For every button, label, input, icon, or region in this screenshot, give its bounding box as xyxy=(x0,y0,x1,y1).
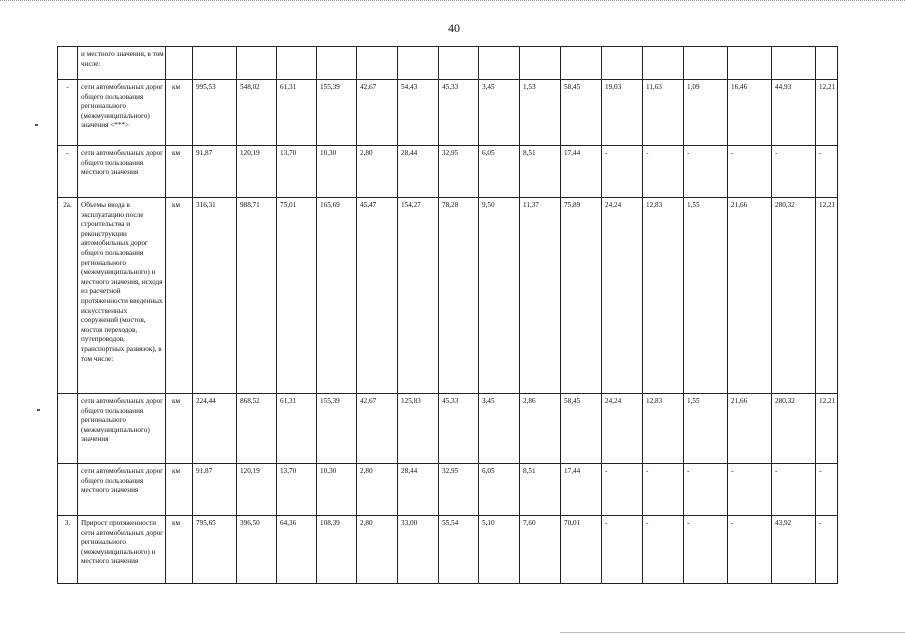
value-cell: 108,39 xyxy=(317,516,357,584)
value-cell: 12,21 xyxy=(816,198,838,394)
value-cell: 45,47 xyxy=(357,198,398,394)
value-cell: 120,19 xyxy=(237,464,277,516)
value-cell: 17,44 xyxy=(561,464,602,516)
value-cell: 12,21 xyxy=(816,80,838,146)
value-cell: 6,05 xyxy=(479,146,520,198)
value-cell: 45,33 xyxy=(439,80,479,146)
row-unit-cell: км xyxy=(166,516,193,584)
value-cell: 45,33 xyxy=(439,394,479,464)
row-number-cell xyxy=(58,394,78,464)
value-cell: - xyxy=(772,146,816,198)
row-description-cell: сети автомобильных дорог общего пользования местного значения xyxy=(78,146,166,198)
value-cell: 42,67 xyxy=(357,394,398,464)
value-cell: 28,44 xyxy=(398,146,439,198)
value-cell: 13,70 xyxy=(277,146,317,198)
value-cell: 64,36 xyxy=(277,516,317,584)
value-cell: 16,46 xyxy=(728,80,772,146)
value-cell: 21,66 xyxy=(728,198,772,394)
value-cell: 19,03 xyxy=(602,80,643,146)
value-cell xyxy=(479,47,520,80)
value-cell: 42,67 xyxy=(357,80,398,146)
value-cell: 125,83 xyxy=(398,394,439,464)
value-cell: 24,24 xyxy=(602,394,643,464)
value-cell xyxy=(816,47,838,80)
row-number-cell: - xyxy=(58,146,78,198)
value-cell: 28,44 xyxy=(398,464,439,516)
value-cell xyxy=(643,47,684,80)
value-cell xyxy=(728,47,772,80)
value-cell: 91,87 xyxy=(193,146,237,198)
value-cell: 17,44 xyxy=(561,146,602,198)
value-cell: 58,45 xyxy=(561,80,602,146)
value-cell: 988,71 xyxy=(237,198,277,394)
value-cell: 21,66 xyxy=(728,394,772,464)
value-cell xyxy=(561,47,602,80)
row-unit-cell: км xyxy=(166,146,193,198)
value-cell: 61,31 xyxy=(277,80,317,146)
margin-mark xyxy=(35,124,38,126)
row-number-cell xyxy=(58,464,78,516)
value-cell: 795,65 xyxy=(193,516,237,584)
row-unit-cell: км xyxy=(166,394,193,464)
value-cell: - xyxy=(643,516,684,584)
value-cell: 1,09 xyxy=(684,80,728,146)
row-description-cell: сети автомобильных дорог общего пользования местного значения xyxy=(78,464,166,516)
value-cell: 868,52 xyxy=(237,394,277,464)
value-cell: 7,60 xyxy=(520,516,561,584)
table-row xyxy=(58,198,838,394)
margin-mark xyxy=(37,409,40,411)
value-cell: 43,92 xyxy=(772,516,816,584)
value-cell: - xyxy=(602,464,643,516)
value-cell: 995,53 xyxy=(193,80,237,146)
row-description-cell: Объемы ввода в эксплуатацию после строительства и реконструкции автомобильных дорог общего пользования регионального (межмуниципального) и местного значения, исходя из расчетной протяженности введенных искусственных сооружений (мостов, мостов переходов, путепроводов, транспортных развязок), в том числе: xyxy=(78,198,166,394)
value-cell: 5,10 xyxy=(479,516,520,584)
value-cell xyxy=(357,47,398,80)
value-cell: 10,30 xyxy=(317,464,357,516)
row-number-cell: - xyxy=(58,80,78,146)
value-cell: 13,70 xyxy=(277,464,317,516)
value-cell: 3,45 xyxy=(479,394,520,464)
value-cell: - xyxy=(643,146,684,198)
table-row xyxy=(58,464,838,516)
row-number-cell: 3. xyxy=(58,516,78,584)
value-cell: - xyxy=(728,516,772,584)
value-cell: - xyxy=(728,464,772,516)
value-cell: 12,83 xyxy=(643,198,684,394)
value-cell xyxy=(317,47,357,80)
value-cell: 44,93 xyxy=(772,80,816,146)
value-cell: - xyxy=(684,146,728,198)
table-row xyxy=(58,516,838,584)
value-cell: 396,50 xyxy=(237,516,277,584)
table-row xyxy=(58,47,838,80)
value-cell: 2,80 xyxy=(357,464,398,516)
value-cell: - xyxy=(602,146,643,198)
value-cell: - xyxy=(684,516,728,584)
row-number-cell xyxy=(58,47,78,80)
value-cell: 2,86 xyxy=(520,394,561,464)
value-cell: 10,30 xyxy=(317,146,357,198)
scan-edge-top xyxy=(0,0,905,7)
value-cell: - xyxy=(602,516,643,584)
value-cell: 2,80 xyxy=(357,146,398,198)
value-cell: 3,45 xyxy=(479,80,520,146)
value-cell: - xyxy=(816,516,838,584)
value-cell: 61,31 xyxy=(277,394,317,464)
value-cell xyxy=(398,47,439,80)
value-cell: 24,24 xyxy=(602,198,643,394)
value-cell: 11,37 xyxy=(520,198,561,394)
value-cell: 9,50 xyxy=(479,198,520,394)
value-cell: 1,55 xyxy=(684,198,728,394)
value-cell: 12,21 xyxy=(816,394,838,464)
value-cell: 120,19 xyxy=(237,146,277,198)
row-number-cell: 2а. xyxy=(58,198,78,394)
value-cell: 55,54 xyxy=(439,516,479,584)
value-cell: 8,51 xyxy=(520,464,561,516)
row-unit-cell: км xyxy=(166,198,193,394)
row-description-cell: сети автомобильных дорог общего пользования регионального (межмуниципального) значения xyxy=(78,394,166,464)
value-cell: 224,44 xyxy=(193,394,237,464)
value-cell: 2,80 xyxy=(357,516,398,584)
value-cell: 154,27 xyxy=(398,198,439,394)
value-cell xyxy=(277,47,317,80)
value-cell: 75,89 xyxy=(561,198,602,394)
value-cell: 165,69 xyxy=(317,198,357,394)
page-number: 40 xyxy=(448,21,460,35)
value-cell: 32,95 xyxy=(439,146,479,198)
row-description-cell: сети автомобильных дорог общего пользования регионального (межмуниципального) значения <***> xyxy=(78,80,166,146)
value-cell xyxy=(684,47,728,80)
row-description-cell: Прирост протяженности сети автомобильных дорог регионального (межмуниципального) и местного значения xyxy=(78,516,166,584)
value-cell xyxy=(772,47,816,80)
value-cell: 54,43 xyxy=(398,80,439,146)
value-cell: - xyxy=(816,146,838,198)
value-cell xyxy=(439,47,479,80)
value-cell: 11,63 xyxy=(643,80,684,146)
value-cell: 12,83 xyxy=(643,394,684,464)
value-cell: 58,45 xyxy=(561,394,602,464)
value-cell: 280,32 xyxy=(772,198,816,394)
table-row xyxy=(58,146,838,198)
value-cell xyxy=(520,47,561,80)
row-unit-cell xyxy=(166,47,193,80)
value-cell: - xyxy=(728,146,772,198)
row-description-cell: и местного значения, в том числе: xyxy=(78,47,166,80)
row-unit-cell: км xyxy=(166,464,193,516)
table-row xyxy=(58,394,838,464)
value-cell xyxy=(237,47,277,80)
value-cell: 70,01 xyxy=(561,516,602,584)
value-cell: 91,87 xyxy=(193,464,237,516)
value-cell: 6,05 xyxy=(479,464,520,516)
data-table xyxy=(57,46,838,584)
value-cell: 1,53 xyxy=(520,80,561,146)
value-cell: 155,39 xyxy=(317,394,357,464)
value-cell: 548,02 xyxy=(237,80,277,146)
value-cell: 33,00 xyxy=(398,516,439,584)
value-cell: 316,31 xyxy=(193,198,237,394)
scan-edge-bottom xyxy=(560,632,905,634)
value-cell: 32,95 xyxy=(439,464,479,516)
value-cell: - xyxy=(772,464,816,516)
row-unit-cell: км xyxy=(166,80,193,146)
value-cell xyxy=(602,47,643,80)
value-cell: - xyxy=(643,464,684,516)
value-cell: 75,01 xyxy=(277,198,317,394)
value-cell: 1,55 xyxy=(684,394,728,464)
value-cell: 78,28 xyxy=(439,198,479,394)
value-cell xyxy=(193,47,237,80)
value-cell: - xyxy=(816,464,838,516)
value-cell: 155,39 xyxy=(317,80,357,146)
value-cell: 8,51 xyxy=(520,146,561,198)
value-cell: - xyxy=(684,464,728,516)
value-cell: 280,32 xyxy=(772,394,816,464)
table-row xyxy=(58,80,838,146)
